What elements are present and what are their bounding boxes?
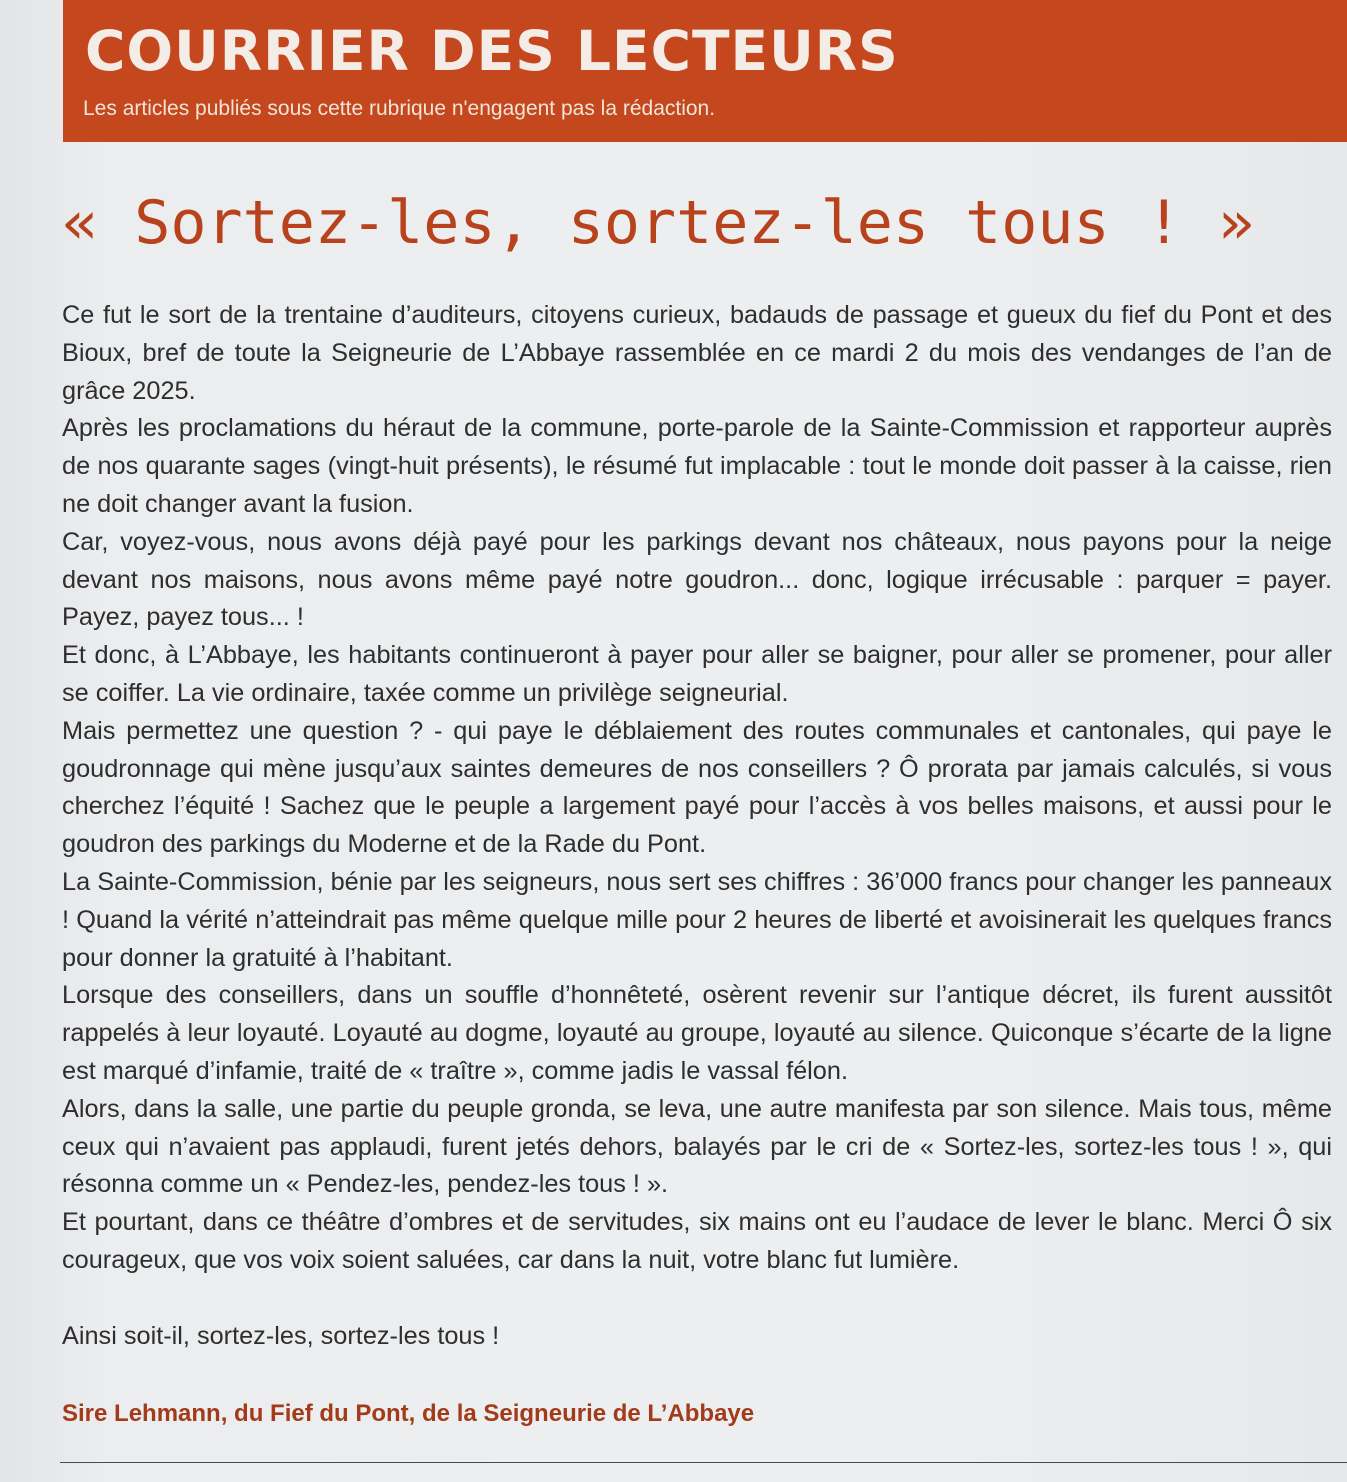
article-paragraph: Lorsque des conseillers, dans un souffle d’honnêteté, osèrent revenir sur l’antique décret, ils furent aussitôt rappelés à leur loyauté. Loyauté au dogme, loyauté au groupe, loyauté au silence. Quiconque s’écarte de la ligne est marqué d’infamie, traité de « traître », comme jadis le vassal félon. [62, 981, 1332, 1085]
section-disclaimer: Les articles publiés sous cette rubrique n'engagent pas la rédaction. [83, 97, 716, 120]
article-paragraph: Alors, dans la salle, une partie du peuple gronda, se leva, une autre manifesta par son silence. Mais tous, même ceux qui n’avaient pas applaudi, furent jetés dehors, balayés par le cri de « Sortez-les, sortez-les tous ! », qui résonna comme un « Pendez-les, pendez-les tous ! ». [62, 1094, 1332, 1199]
section-title: COURRIER DES LECTEURS [85, 19, 899, 83]
article-paragraph: Et donc, à L’Abbaye, les habitants continueront à payer pour aller se baigner, pour aller se promener, pour aller se coiffer. La vie ordinaire, taxée comme un privilège seigneurial. [62, 641, 1332, 707]
article-closing-line: Ainsi soit-il, sortez-les, sortez-les tous ! [62, 1322, 500, 1350]
article-paragraph: La Sainte-Commission, bénie par les seigneurs, nous sert ses chiffres : 36’000 francs pour changer les panneaux ! Quand la vérité n’atteindrait pas même quelque mille pour 2 heures de liberté et avoisinerait les quelques francs pour donner la gratuité à l’habitant. [62, 867, 1332, 972]
article-signature: Sire Lehmann, du Fief du Pont, de la Seigneurie de L’Abbaye [62, 1400, 755, 1427]
article-paragraph: Mais permettez une question ? - qui paye le déblaiement des routes communales et cantonales, qui paye le goudronnage qui mène jusqu’aux saintes demeures de nos conseillers ? Ô prorata par jamais calculés, si vous cherchez l’équité ! Sachez que le peuple a largement payé pour l’accès à vos belles maisons, et aussi pour le goudron des parkings du Moderne et de la Rade du Pont. [62, 716, 1332, 859]
article-paragraph: Ce fut le sort de la trentaine d’auditeurs, citoyens curieux, badauds de passage et gueux du fief du Pont et des Bioux, bref de toute la Seigneurie de L’Abbaye rassemblée en ce mardi 2 du mois des vendanges de l’an de grâce 2025. [62, 301, 1332, 405]
article-paragraph: Car, voyez-vous, nous avons déjà payé pour les parkings devant nos châteaux, nous payons pour la neige devant nos maisons, nous avons même payé notre goudron... donc, logique irrécusable : parquer = payer. Payez, payez tous... ! [62, 527, 1332, 632]
article-paragraph: Et pourtant, dans ce théâtre d’ombres et de servitudes, six mains ont eu l’audace de lever le blanc. Merci Ô six courageux, que vos voix soient saluées, car dans la nuit, votre blanc fut lumière. [62, 1208, 1332, 1274]
article-body [62, 297, 1332, 1280]
section-header-band [63, 0, 1347, 142]
article-title: « Sortez-les, sortez-les tous ! » [62, 188, 1255, 258]
footer-divider [60, 1462, 1347, 1463]
article-paragraph: Après les proclamations du héraut de la commune, porte-parole de la Sainte-Commission et rapporteur auprès de nos quarante sages (vingt-huit présents), le résumé fut implacable : tout le monde doit passer à la caisse, rien ne doit changer avant la fusion. [62, 414, 1332, 518]
